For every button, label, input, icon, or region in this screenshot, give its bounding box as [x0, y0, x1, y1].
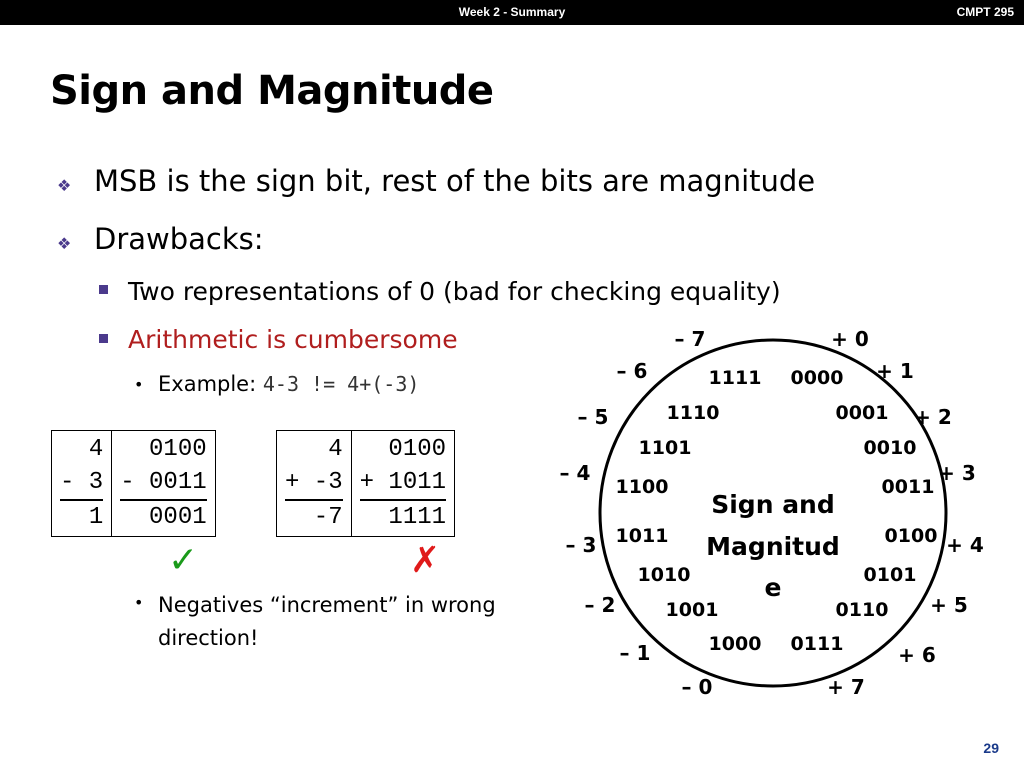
slide-title: Sign and Magnitude — [50, 68, 494, 114]
wheel-inner-label: 1010 — [637, 564, 691, 586]
wheel-inner-label: 0100 — [884, 525, 938, 547]
wheel-center-line-3: e — [764, 573, 782, 602]
header-center-text: Week 2 - Summary — [458, 5, 566, 19]
wheel-outer-label: + 6 — [898, 643, 936, 667]
header-bar — [0, 0, 1024, 25]
wheel-inner-label: 0101 — [863, 564, 917, 586]
wheel-outer-label: + 3 — [938, 461, 976, 485]
wheel-inner-label: 1000 — [708, 633, 762, 655]
wheel-outer-label: – 7 — [674, 327, 706, 351]
bullet-example — [158, 372, 419, 396]
wheel-outer-label: + 7 — [827, 675, 865, 699]
check-mark-icon: ✓ — [168, 540, 199, 581]
bullet-negatives — [158, 589, 496, 655]
wheel-outer-label: – 4 — [559, 461, 591, 485]
bullet-arithmetic: Arithmetic is cumbersome — [128, 325, 458, 354]
diamond-bullet-icon: ❖ — [57, 234, 72, 253]
calc-right-binary: 0100 + 1011 1111 — [351, 431, 454, 537]
negatives-line-2: direction! — [158, 626, 259, 650]
wheel-outer-label: + 2 — [914, 405, 952, 429]
header-right-text: CMPT 295 — [956, 5, 1014, 19]
square-bullet-icon — [99, 334, 108, 343]
wheel-inner-label: 0111 — [790, 633, 844, 655]
wheel-inner-label: 1101 — [638, 437, 692, 459]
diamond-bullet-icon: ❖ — [57, 176, 72, 195]
example-label: Example: — [158, 372, 257, 396]
wheel-outer-label: + 0 — [831, 327, 869, 351]
wheel-outer-label: + 4 — [946, 533, 984, 557]
calc-left-decimal: 4 - 3 1 — [52, 431, 112, 537]
bullet-two-zeros: Two representations of 0 (bad for checking equality) — [128, 277, 781, 306]
dot-bullet-icon: • — [134, 593, 144, 612]
wheel-outer-label: – 1 — [619, 641, 651, 665]
wheel-outer-label: + 5 — [930, 593, 968, 617]
cross-mark-icon: ✗ — [410, 540, 441, 581]
wheel-center-line-1: Sign and — [711, 490, 835, 519]
wheel-outer-label: – 3 — [565, 533, 597, 557]
calc-left-binary: 0100 - 0011 0001 — [112, 431, 215, 537]
wheel-outer-label: – 0 — [681, 675, 713, 699]
wheel-inner-label: 1111 — [708, 367, 762, 389]
wheel-outer-label: – 6 — [616, 359, 648, 383]
bullet-msb: MSB is the sign bit, rest of the bits are magnitude — [94, 164, 816, 198]
wheel-inner-label: 0110 — [835, 599, 889, 621]
wheel-center-line-2: Magnitud — [706, 532, 840, 561]
bullet-drawbacks: Drawbacks: — [94, 222, 264, 256]
wheel-inner-label: 1100 — [615, 476, 669, 498]
calc-right-decimal: 4 + -3 -7 — [277, 431, 352, 537]
wheel-inner-label: 1011 — [615, 525, 669, 547]
wheel-outer-label: – 5 — [577, 405, 609, 429]
dot-bullet-icon: • — [134, 375, 144, 394]
wheel-outer-label: – 2 — [584, 593, 616, 617]
calc-table-left — [51, 430, 216, 537]
negatives-line-1: Negatives “increment” in wrong — [158, 593, 496, 617]
wheel-inner-label: 0001 — [835, 402, 889, 424]
wheel-inner-label: 0011 — [881, 476, 935, 498]
page-number: 29 — [983, 740, 999, 756]
wheel-inner-label: 0000 — [790, 367, 844, 389]
calc-table-right — [276, 430, 455, 537]
example-code: 4-3 != 4+(-3) — [262, 372, 420, 396]
number-wheel — [545, 320, 1005, 710]
square-bullet-icon — [99, 285, 108, 294]
wheel-outer-label: + 1 — [876, 359, 914, 383]
wheel-inner-label: 1001 — [665, 599, 719, 621]
wheel-inner-label: 0010 — [863, 437, 917, 459]
wheel-inner-label: 1110 — [666, 402, 720, 424]
